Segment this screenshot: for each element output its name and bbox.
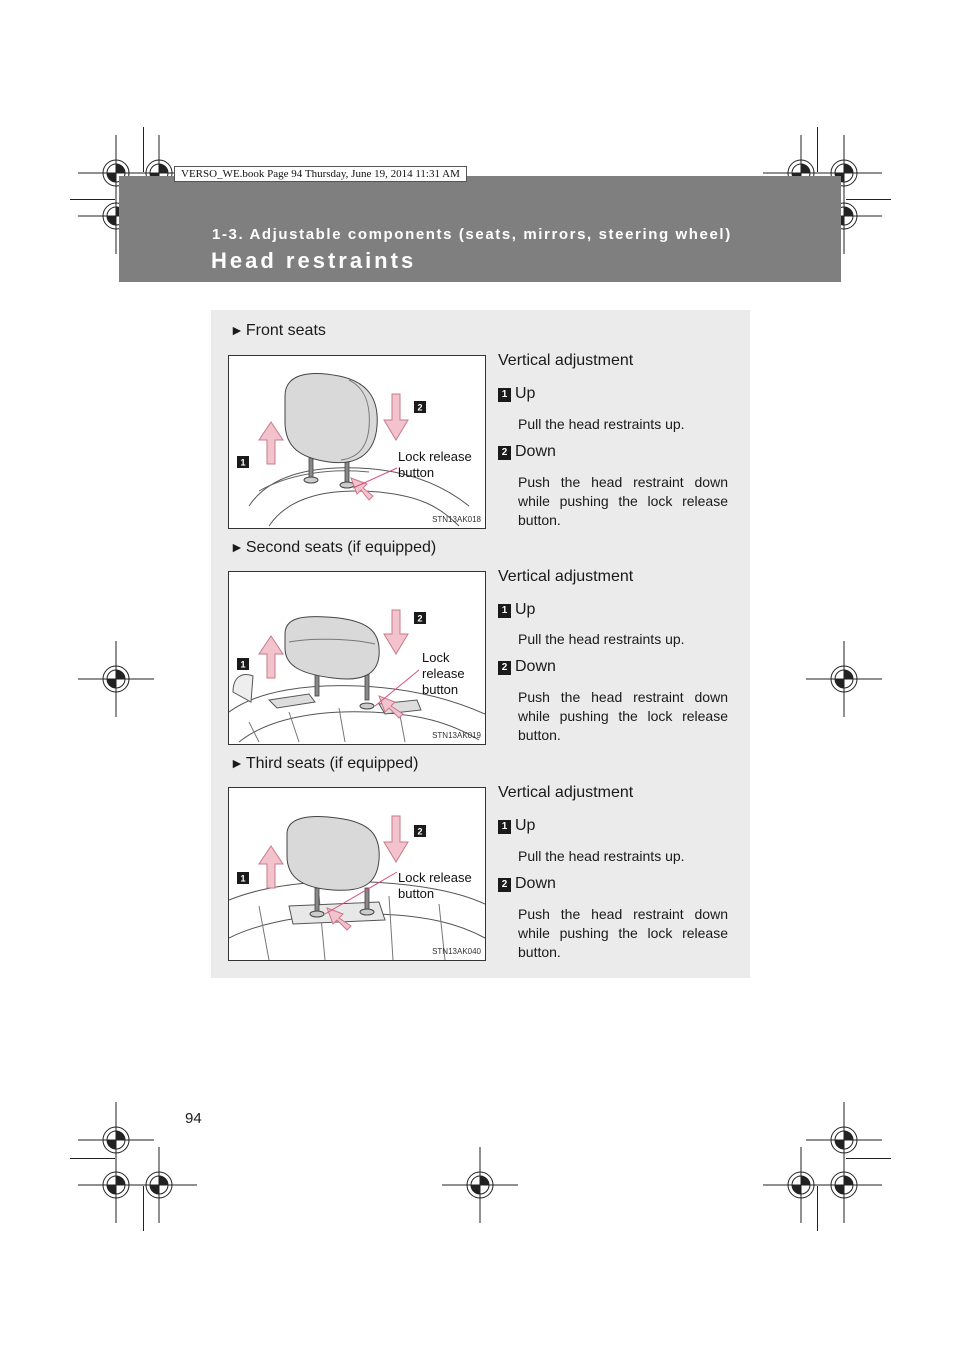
step-up-desc: Pull the head restraints up. <box>518 631 685 647</box>
figure-badge-down: 2 <box>417 613 423 624</box>
triangle-bullet-icon: ► <box>230 322 244 338</box>
figure-badge-up: 1 <box>240 659 246 670</box>
step-down-desc: Push the head restraint down while pushing the lock release button. <box>518 474 728 528</box>
lock-release-callout: Lock release button <box>422 650 465 697</box>
page-title: Head restraints <box>211 248 417 273</box>
step-down-title: 2 Down <box>498 443 556 461</box>
page-number: 94 <box>185 1110 202 1127</box>
triangle-bullet-icon: ► <box>230 755 244 771</box>
figure-badge-up: 1 <box>240 873 246 884</box>
step-badge-icon: 2 <box>498 661 511 675</box>
figure-front-seats <box>228 355 486 529</box>
step-badge-icon: 1 <box>498 820 511 834</box>
step-up-desc: Pull the head restraints up. <box>518 416 685 432</box>
triangle-bullet-icon: ► <box>230 539 244 555</box>
step-badge-icon: 1 <box>498 604 511 618</box>
adjustment-title: Vertical adjustment <box>498 784 634 801</box>
trim-line <box>70 1158 115 1159</box>
step-down-title: 2 Down <box>498 875 556 893</box>
trim-line <box>143 1186 144 1231</box>
figure-code: STN13AK019 <box>432 731 481 740</box>
figure-code: STN13AK018 <box>432 515 481 524</box>
trim-line <box>817 1186 818 1231</box>
figure-second-seats <box>228 571 486 745</box>
step-up-title: 1 Up <box>498 601 535 619</box>
lock-release-callout: Lock release button <box>398 449 472 480</box>
section-heading-front-seats: ► Front seats <box>230 322 326 339</box>
step-badge-icon: 2 <box>498 878 511 892</box>
figure-badge-up: 1 <box>240 457 246 468</box>
adjustment-title: Vertical adjustment <box>498 352 634 369</box>
book-stamp: VERSO_WE.book Page 94 Thursday, June 19, 2014 11:31 AM <box>174 166 467 182</box>
figure-badge-down: 2 <box>417 402 423 413</box>
adjustment-title: Vertical adjustment <box>498 568 634 585</box>
front-seat-headrest-illustration <box>229 356 485 528</box>
step-up-desc: Pull the head restraints up. <box>518 848 685 864</box>
trim-line <box>817 127 818 172</box>
step-up-title: 1 Up <box>498 385 535 403</box>
step-badge-icon: 1 <box>498 388 511 402</box>
lock-release-callout: Lock release button <box>398 870 472 901</box>
figure-code: STN13AK040 <box>432 947 481 956</box>
step-down-title: 2 Down <box>498 658 556 676</box>
figure-third-seats <box>228 787 486 961</box>
trim-line <box>70 199 115 200</box>
trim-line <box>846 1158 891 1159</box>
section-path: 1-3. Adjustable components (seats, mirrors, steering wheel) <box>212 226 732 243</box>
section-heading-third-seats: ► Third seats (if equipped) <box>230 755 419 772</box>
figure-badge-down: 2 <box>417 826 423 837</box>
step-badge-icon: 2 <box>498 446 511 460</box>
step-up-title: 1 Up <box>498 817 535 835</box>
trim-line <box>846 199 891 200</box>
section-heading-second-seats: ► Second seats (if equipped) <box>230 539 437 556</box>
step-down-desc: Push the head restraint down while pushing the lock release button. <box>518 906 728 960</box>
step-down-desc: Push the head restraint down while pushing the lock release button. <box>518 689 728 743</box>
trim-line <box>143 127 144 172</box>
